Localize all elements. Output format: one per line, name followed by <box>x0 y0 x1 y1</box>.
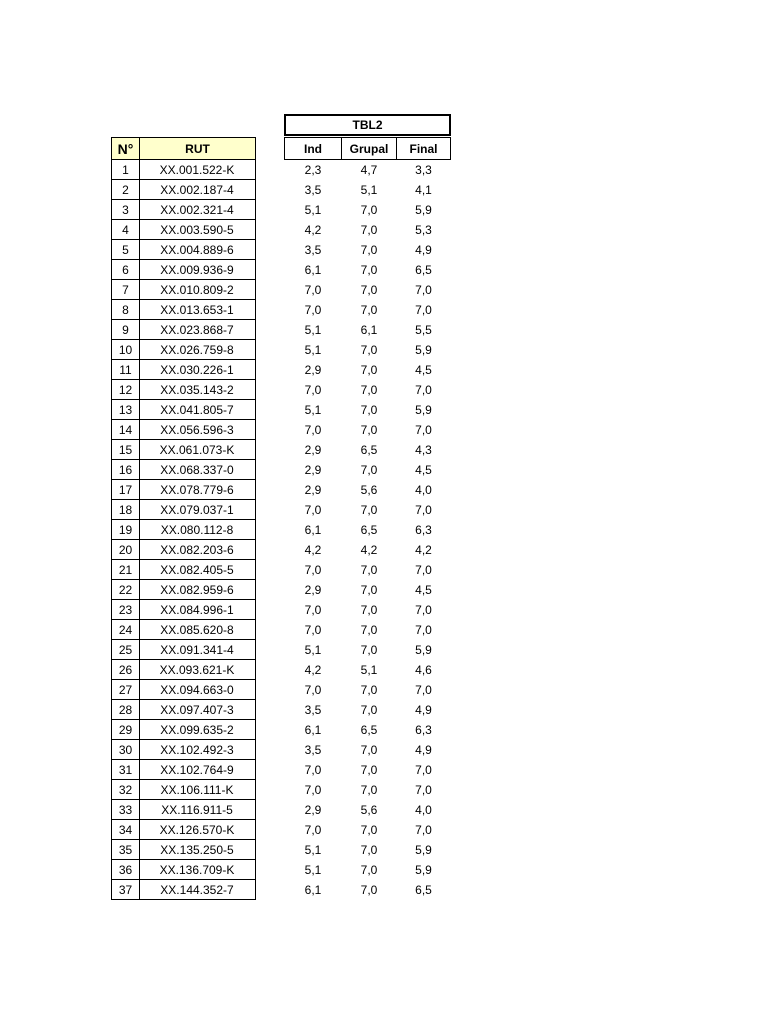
cell-rut: XX.023.868-7 <box>139 320 256 340</box>
table-row <box>0 700 768 720</box>
cell-rut: XX.078.779-6 <box>139 480 256 500</box>
cell-ind: 5,1 <box>304 343 322 357</box>
cell-final: 4,0 <box>415 483 432 497</box>
table-row <box>0 480 768 500</box>
cell-ind: 7,0 <box>304 383 322 397</box>
table-row <box>0 420 768 440</box>
cell-rut: XX.084.996-1 <box>139 600 256 620</box>
cell-number: 35 <box>111 840 140 860</box>
cell-grupal: 7,0 <box>360 563 378 577</box>
cell-rut: XX.080.112-8 <box>139 520 256 540</box>
table-row <box>0 840 768 860</box>
cell-final: 7,0 <box>415 283 432 297</box>
cell-number: 21 <box>111 560 140 580</box>
cell-rut: XX.091.341-4 <box>139 640 256 660</box>
cell-final: 4,0 <box>415 803 432 817</box>
cell-ind: 6,1 <box>304 263 322 277</box>
header-final: Final <box>396 137 451 160</box>
cell-rut: XX.030.226-1 <box>139 360 256 380</box>
cell-number: 8 <box>111 300 140 320</box>
table-row <box>0 400 768 420</box>
table-row <box>0 380 768 400</box>
table-row <box>0 500 768 520</box>
table-row <box>0 820 768 840</box>
cell-rut: XX.102.492-3 <box>139 740 256 760</box>
cell-grupal: 5,1 <box>360 183 378 197</box>
cell-rut: XX.094.663-0 <box>139 680 256 700</box>
cell-number: 23 <box>111 600 140 620</box>
cell-final: 5,3 <box>415 223 432 237</box>
cell-rut: XX.082.959-6 <box>139 580 256 600</box>
cell-grupal: 7,0 <box>360 703 378 717</box>
cell-final: 7,0 <box>415 623 432 637</box>
cell-final: 5,9 <box>415 843 432 857</box>
cell-number: 36 <box>111 860 140 880</box>
cell-ind: 3,5 <box>304 183 322 197</box>
cell-ind: 2,9 <box>304 443 322 457</box>
cell-final: 7,0 <box>415 563 432 577</box>
cell-ind: 3,5 <box>304 743 322 757</box>
cell-ind: 6,1 <box>304 723 322 737</box>
cell-rut: XX.041.805-7 <box>139 400 256 420</box>
cell-grupal: 7,0 <box>360 643 378 657</box>
cell-rut: XX.135.250-5 <box>139 840 256 860</box>
cell-ind: 5,1 <box>304 323 322 337</box>
cell-ind: 7,0 <box>304 423 322 437</box>
cell-number: 10 <box>111 340 140 360</box>
table-row <box>0 680 768 700</box>
cell-ind: 2,9 <box>304 363 322 377</box>
cell-number: 3 <box>111 200 140 220</box>
cell-grupal: 4,2 <box>360 543 378 557</box>
cell-grupal: 7,0 <box>360 823 378 837</box>
cell-final: 7,0 <box>415 823 432 837</box>
cell-final: 5,9 <box>415 343 432 357</box>
cell-final: 4,9 <box>415 743 432 757</box>
cell-ind: 5,1 <box>304 863 322 877</box>
cell-final: 7,0 <box>415 783 432 797</box>
cell-grupal: 7,0 <box>360 843 378 857</box>
table-row <box>0 800 768 820</box>
table-row <box>0 220 768 240</box>
cell-rut: XX.002.321-4 <box>139 200 256 220</box>
table-row <box>0 720 768 740</box>
cell-number: 37 <box>111 880 140 900</box>
cell-number: 13 <box>111 400 140 420</box>
cell-ind: 3,5 <box>304 703 322 717</box>
cell-grupal: 5,6 <box>360 803 378 817</box>
cell-final: 4,5 <box>415 583 432 597</box>
cell-number: 34 <box>111 820 140 840</box>
cell-number: 31 <box>111 760 140 780</box>
cell-rut: XX.136.709-K <box>139 860 256 880</box>
cell-number: 20 <box>111 540 140 560</box>
table-row <box>0 740 768 760</box>
table-row <box>0 860 768 880</box>
cell-grupal: 7,0 <box>360 863 378 877</box>
table-row <box>0 280 768 300</box>
cell-number: 7 <box>111 280 140 300</box>
table-row <box>0 760 768 780</box>
cell-ind: 5,1 <box>304 203 322 217</box>
cell-grupal: 7,0 <box>360 343 378 357</box>
cell-rut: XX.116.911-5 <box>139 800 256 820</box>
cell-final: 5,9 <box>415 203 432 217</box>
table-row <box>0 520 768 540</box>
cell-number: 32 <box>111 780 140 800</box>
cell-number: 9 <box>111 320 140 340</box>
cell-number: 5 <box>111 240 140 260</box>
cell-number: 2 <box>111 180 140 200</box>
cell-final: 7,0 <box>415 303 432 317</box>
cell-grupal: 6,5 <box>360 523 378 537</box>
cell-ind: 2,9 <box>304 803 322 817</box>
cell-ind: 7,0 <box>304 763 322 777</box>
cell-rut: XX.097.407-3 <box>139 700 256 720</box>
cell-final: 7,0 <box>415 503 432 517</box>
cell-grupal: 7,0 <box>360 623 378 637</box>
cell-ind: 7,0 <box>304 563 322 577</box>
cell-rut: XX.106.111-K <box>139 780 256 800</box>
table-row <box>0 360 768 380</box>
cell-final: 4,9 <box>415 243 432 257</box>
cell-ind: 7,0 <box>304 303 322 317</box>
cell-grupal: 7,0 <box>360 223 378 237</box>
cell-final: 4,6 <box>415 663 432 677</box>
table-row <box>0 540 768 560</box>
cell-rut: XX.079.037-1 <box>139 500 256 520</box>
cell-final: 7,0 <box>415 683 432 697</box>
cell-grupal: 6,5 <box>360 443 378 457</box>
cell-number: 33 <box>111 800 140 820</box>
table-body <box>0 160 768 900</box>
table-row <box>0 180 768 200</box>
tbl2-group-header: TBL2 <box>284 114 451 136</box>
cell-grupal: 7,0 <box>360 243 378 257</box>
cell-ind: 7,0 <box>304 683 322 697</box>
header-rut: RUT <box>139 137 256 160</box>
cell-grupal: 7,0 <box>360 423 378 437</box>
cell-number: 28 <box>111 700 140 720</box>
cell-rut: XX.126.570-K <box>139 820 256 840</box>
cell-grupal: 7,0 <box>360 743 378 757</box>
cell-number: 22 <box>111 580 140 600</box>
cell-rut: XX.068.337-0 <box>139 460 256 480</box>
cell-grupal: 7,0 <box>360 263 378 277</box>
cell-final: 7,0 <box>415 763 432 777</box>
cell-number: 24 <box>111 620 140 640</box>
table-row <box>0 260 768 280</box>
cell-final: 3,3 <box>415 163 432 177</box>
cell-rut: XX.026.759-8 <box>139 340 256 360</box>
cell-grupal: 7,0 <box>360 583 378 597</box>
table-row <box>0 440 768 460</box>
table-row <box>0 160 768 180</box>
header-ind: Ind <box>284 137 342 160</box>
table-row <box>0 580 768 600</box>
cell-rut: XX.035.143-2 <box>139 380 256 400</box>
cell-ind: 2,9 <box>304 483 322 497</box>
cell-grupal: 7,0 <box>360 283 378 297</box>
cell-number: 26 <box>111 660 140 680</box>
cell-ind: 4,2 <box>304 543 322 557</box>
cell-grupal: 7,0 <box>360 783 378 797</box>
cell-rut: XX.093.621-K <box>139 660 256 680</box>
cell-final: 7,0 <box>415 603 432 617</box>
cell-grupal: 6,5 <box>360 723 378 737</box>
table-row <box>0 460 768 480</box>
table-row <box>0 200 768 220</box>
cell-grupal: 5,1 <box>360 663 378 677</box>
cell-grupal: 7,0 <box>360 463 378 477</box>
table-row <box>0 620 768 640</box>
table-row <box>0 340 768 360</box>
cell-final: 4,5 <box>415 463 432 477</box>
cell-final: 6,5 <box>415 883 432 897</box>
cell-ind: 3,5 <box>304 243 322 257</box>
table-row <box>0 880 768 900</box>
cell-rut: XX.009.936-9 <box>139 260 256 280</box>
cell-number: 27 <box>111 680 140 700</box>
cell-number: 18 <box>111 500 140 520</box>
cell-final: 4,3 <box>415 443 432 457</box>
cell-final: 5,9 <box>415 863 432 877</box>
header-number: N° <box>111 137 140 160</box>
cell-ind: 5,1 <box>304 403 322 417</box>
cell-rut: XX.085.620-8 <box>139 620 256 640</box>
cell-rut: XX.061.073-K <box>139 440 256 460</box>
cell-rut: XX.099.635-2 <box>139 720 256 740</box>
cell-ind: 7,0 <box>304 283 322 297</box>
cell-ind: 6,1 <box>304 883 322 897</box>
cell-final: 4,1 <box>415 183 432 197</box>
cell-final: 6,3 <box>415 523 432 537</box>
cell-rut: XX.013.653-1 <box>139 300 256 320</box>
cell-final: 4,5 <box>415 363 432 377</box>
cell-ind: 4,2 <box>304 663 322 677</box>
table-row <box>0 300 768 320</box>
cell-rut: XX.056.596-3 <box>139 420 256 440</box>
cell-number: 19 <box>111 520 140 540</box>
cell-rut: XX.001.522-K <box>139 160 256 180</box>
cell-ind: 2,9 <box>304 583 322 597</box>
cell-grupal: 7,0 <box>360 403 378 417</box>
cell-grupal: 7,0 <box>360 203 378 217</box>
cell-rut: XX.003.590-5 <box>139 220 256 240</box>
cell-ind: 2,9 <box>304 463 322 477</box>
cell-number: 15 <box>111 440 140 460</box>
cell-final: 5,9 <box>415 403 432 417</box>
cell-grupal: 5,6 <box>360 483 378 497</box>
cell-number: 6 <box>111 260 140 280</box>
cell-number: 11 <box>111 360 140 380</box>
cell-number: 30 <box>111 740 140 760</box>
cell-rut: XX.144.352-7 <box>139 880 256 900</box>
table-row <box>0 240 768 260</box>
cell-grupal: 7,0 <box>360 883 378 897</box>
cell-number: 1 <box>111 160 140 180</box>
cell-ind: 7,0 <box>304 783 322 797</box>
table-row <box>0 320 768 340</box>
cell-ind: 4,2 <box>304 223 322 237</box>
cell-ind: 7,0 <box>304 623 322 637</box>
cell-final: 6,3 <box>415 723 432 737</box>
cell-number: 17 <box>111 480 140 500</box>
cell-grupal: 4,7 <box>360 163 378 177</box>
cell-number: 29 <box>111 720 140 740</box>
cell-ind: 5,1 <box>304 643 322 657</box>
cell-rut: XX.102.764-9 <box>139 760 256 780</box>
cell-ind: 7,0 <box>304 823 322 837</box>
cell-rut: XX.082.203-6 <box>139 540 256 560</box>
cell-number: 12 <box>111 380 140 400</box>
cell-number: 16 <box>111 460 140 480</box>
table-row <box>0 640 768 660</box>
cell-rut: XX.004.889-6 <box>139 240 256 260</box>
cell-ind: 2,3 <box>304 163 322 177</box>
cell-ind: 7,0 <box>304 503 322 517</box>
cell-ind: 5,1 <box>304 843 322 857</box>
table-row <box>0 560 768 580</box>
cell-grupal: 7,0 <box>360 503 378 517</box>
cell-grupal: 7,0 <box>360 363 378 377</box>
cell-grupal: 7,0 <box>360 763 378 777</box>
cell-grupal: 7,0 <box>360 603 378 617</box>
cell-final: 5,5 <box>415 323 432 337</box>
table-row <box>0 600 768 620</box>
cell-rut: XX.010.809-2 <box>139 280 256 300</box>
cell-ind: 7,0 <box>304 603 322 617</box>
cell-grupal: 7,0 <box>360 683 378 697</box>
header-grupal: Grupal <box>341 137 397 160</box>
cell-number: 25 <box>111 640 140 660</box>
cell-final: 7,0 <box>415 383 432 397</box>
table-row <box>0 780 768 800</box>
cell-final: 4,2 <box>415 543 432 557</box>
cell-rut: XX.002.187-4 <box>139 180 256 200</box>
cell-grupal: 6,1 <box>360 323 378 337</box>
cell-number: 14 <box>111 420 140 440</box>
cell-final: 4,9 <box>415 703 432 717</box>
cell-final: 5,9 <box>415 643 432 657</box>
cell-grupal: 7,0 <box>360 383 378 397</box>
cell-final: 6,5 <box>415 263 432 277</box>
cell-grupal: 7,0 <box>360 303 378 317</box>
cell-number: 4 <box>111 220 140 240</box>
cell-final: 7,0 <box>415 423 432 437</box>
table-row <box>0 660 768 680</box>
cell-ind: 6,1 <box>304 523 322 537</box>
cell-rut: XX.082.405-5 <box>139 560 256 580</box>
